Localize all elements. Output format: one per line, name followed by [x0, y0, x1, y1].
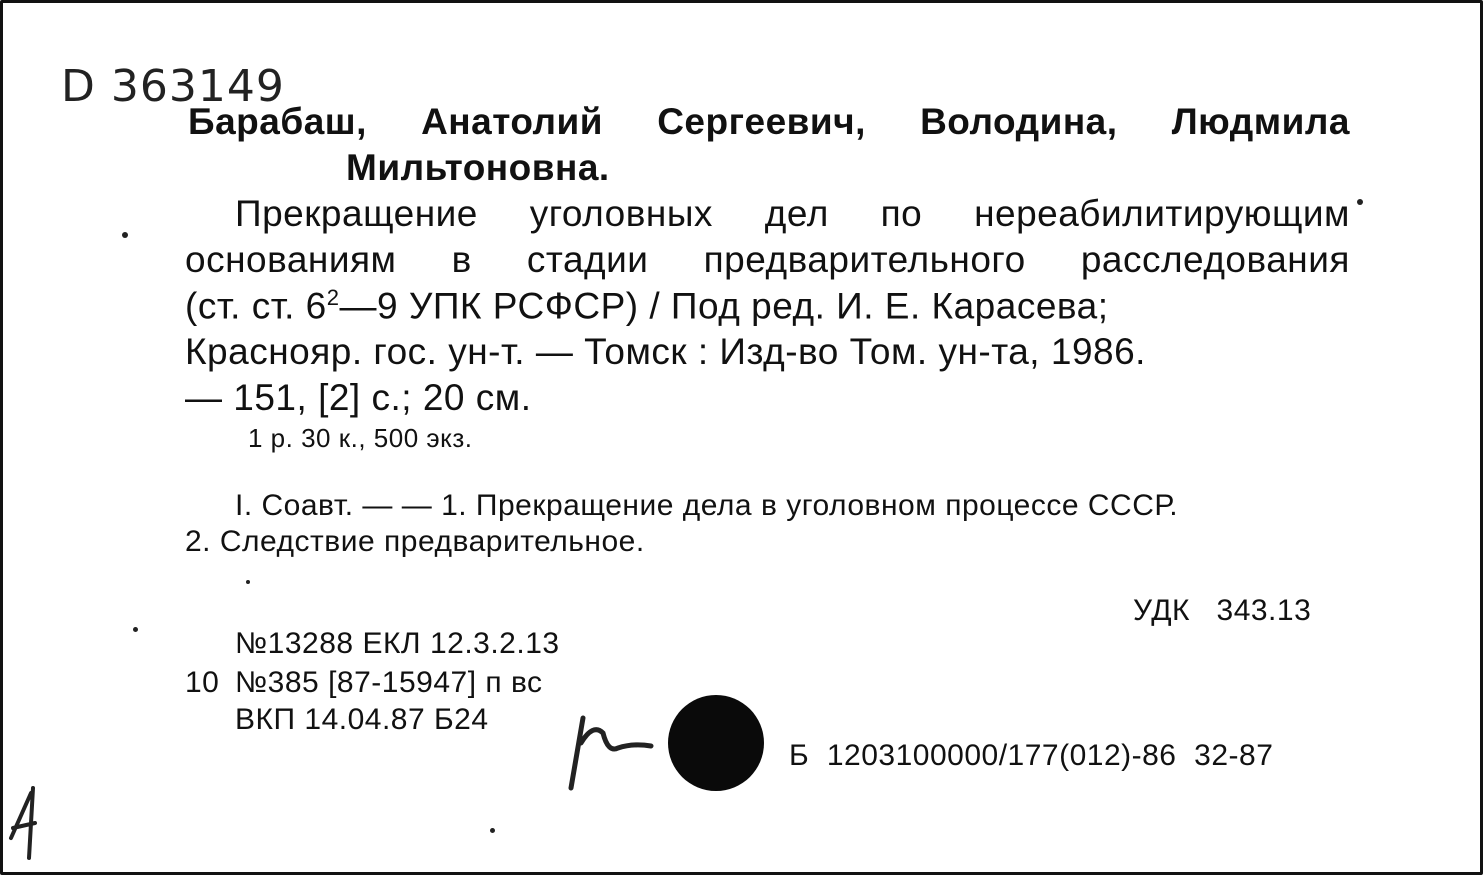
- heading-word: Сергеевич,: [657, 101, 866, 142]
- edge-pen-mark: [5, 783, 45, 863]
- speck: [122, 232, 128, 238]
- subjects-line1: I. Соавт. — — 1. Прекращение дела в уголовном процессе СССР.: [235, 489, 1179, 522]
- speck: [1357, 199, 1363, 205]
- record-line2: №385 [87-15947] п вс: [235, 666, 543, 699]
- author-heading-line1: [188, 101, 1350, 143]
- title-line3-prefix: (ст. ст. 6: [185, 285, 327, 327]
- speck: [490, 828, 495, 833]
- title-line2: [185, 239, 1350, 281]
- heading-word: Володина,: [920, 101, 1118, 142]
- bottom-code: Б 1203100000/177(012)-86 32-87: [789, 739, 1274, 772]
- title-word: предварительного: [703, 239, 1026, 280]
- heading-word: Анатолий: [421, 101, 604, 142]
- title-line3-rest: —9 УПК РСФСР) / Под ред. И. Е. Карасева;: [339, 285, 1109, 327]
- title-line1: [235, 193, 1350, 235]
- call-number: D 363149: [61, 61, 285, 112]
- author-heading-line2: Мильтоновна.: [346, 147, 610, 188]
- speck: [246, 580, 250, 584]
- title-word: нереабилитирующим: [974, 193, 1350, 234]
- title-word: по: [880, 193, 923, 234]
- title-word: основаниям: [185, 239, 397, 280]
- title-line3-sup: 2: [326, 285, 340, 310]
- record-line3: ВКП 14.04.87 Б24: [235, 703, 489, 736]
- title-line3: [185, 285, 1109, 327]
- title-word: уголовных: [529, 193, 713, 234]
- udk-code: УДК 343.13: [1133, 594, 1312, 627]
- handwritten-initial-mark: [563, 708, 663, 793]
- title-word: стадии: [526, 239, 649, 280]
- title-word: дел: [764, 193, 829, 234]
- price-line: 1 р. 30 к., 500 экз.: [248, 423, 473, 453]
- heading-word: Барабаш,: [188, 101, 367, 142]
- title-word: в: [451, 239, 472, 280]
- punch-hole: [668, 695, 764, 791]
- title-word: Прекращение: [235, 193, 478, 234]
- speck: [133, 627, 138, 632]
- title-line4: Краснояр. гос. ун-т. — Томск : Изд-во Том. ун-та, 1986.: [185, 331, 1146, 372]
- title-line5: — 151, [2] с.; 20 см.: [185, 377, 532, 418]
- heading-word: Людмила: [1171, 101, 1350, 142]
- record-line1: №13288 ЕКЛ 12.3.2.13: [235, 627, 560, 660]
- title-word: расследования: [1080, 239, 1350, 280]
- record-line2-num: 10: [185, 666, 220, 699]
- subjects-line2: 2. Следствие предварительное.: [185, 525, 645, 558]
